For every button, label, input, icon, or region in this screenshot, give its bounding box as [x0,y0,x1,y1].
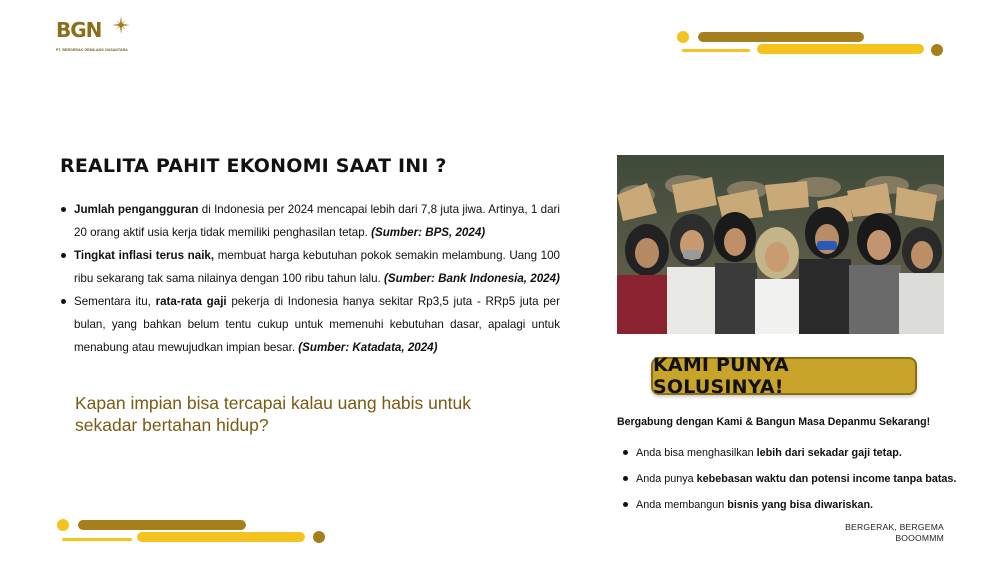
benefit-item: Anda punya kebebasan waktu dan potensi income tanpa batas. [622,466,982,492]
solution-badge [651,354,917,398]
decor-bar [62,538,132,541]
facts-list [60,198,560,359]
tagline-line-1: BERGERAK, BERGEMA [845,522,944,532]
logo-tagline: PT. BERGERAK GEMILANG NUSANTARA [56,48,128,52]
tagline-line-2: BOOOMMM [895,533,944,543]
decor-bar [137,532,305,542]
decor-bar [78,520,246,530]
sparkle-icon [112,16,130,34]
logo-mark: BGN [56,18,102,42]
fact-item: Jumlah pengangguran di Indonesia per 2024 mencapai lebih dari 7,8 juta jiwa. Artinya, 1 dari 20 orang aktif usia kerja tidak memiliki penghasilan tetap. (Sumber: BPS, 2024) [60,198,560,244]
company-logo [56,16,136,58]
benefits-list [622,440,982,518]
fact-item: Tingkat inflasi terus naik, membuat harga kebutuhan pokok semakin melambung. Uang 100 ribu sekarang tak sama nilainya dengan 100 ribu tahun lalu. (Sumber: Bank Indonesia, 2024) [60,244,560,290]
crowd-illustration [617,155,944,334]
question-text: Kapan impian bisa tercapai kalau uang habis untuk sekadar bertahan hidup? [75,393,471,435]
decor-dot [313,531,325,543]
decor-dot [677,31,689,43]
join-heading: Bergabung dengan Kami & Bangun Masa Depanmu Sekarang! [617,416,931,428]
footer-tagline [800,522,944,544]
page-title: REALITA PAHIT EKONOMI SAAT INI ? [60,155,447,177]
decor-bar [757,44,924,54]
decor-bar [682,49,750,52]
benefit-item: Anda membangun bisnis yang bisa diwariskan. [622,492,982,518]
fact-item: Sementara itu, rata-rata gaji pekerja di Indonesia hanya sekitar Rp3,5 juta - RRp5 juta per bulan, yang bahkan belum tentu cukup untuk memenuhi kebutuhan dasar, apalagi untuk menabung atau mewujudkan impian besar. (Sumber: Katadata, 2024) [60,290,560,359]
solution-badge-label: KAMI PUNYA SOLUSINYA! [653,354,789,398]
benefit-item: Anda bisa menghasilkan lebih dari sekadar gaji tetap. [622,440,982,466]
decor-dot [57,519,69,531]
decor-bar [698,32,864,42]
crowd-photo [617,155,944,334]
decor-dot [931,44,943,56]
